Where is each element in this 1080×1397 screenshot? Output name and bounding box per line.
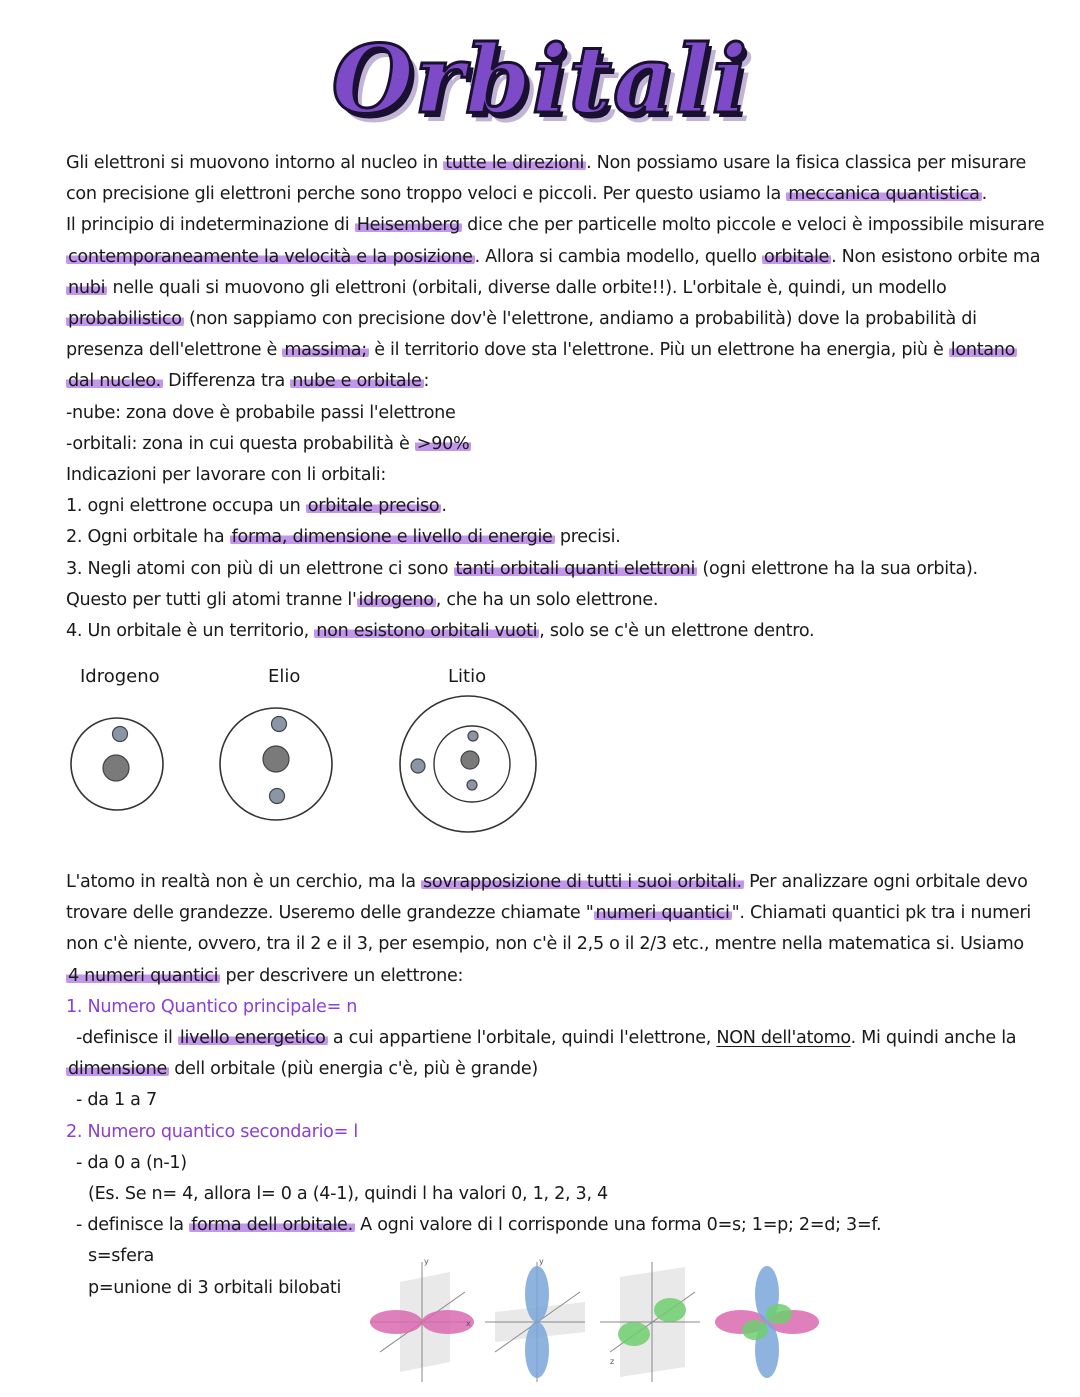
px-orbital (370, 1257, 474, 1382)
py-orbital (485, 1257, 585, 1382)
text-line: - definisce la forma dell orbitale. A ogni valore di l corrisponde una forma 0=s; 1=p; 2=d; 3=f. (76, 1215, 882, 1236)
text-line: - da 1 a 7 (76, 1090, 157, 1111)
text-line: probabilistico (non sappiamo con precisione dov'è l'elettrone, andiamo a probabilità) dove la probabilità di (68, 309, 977, 330)
heading-secondary-number: 2. Numero quantico secondario= l (66, 1121, 358, 1142)
atom-label-helium: Elio (268, 666, 301, 687)
p-orbital-illustrations (360, 1252, 820, 1392)
quantum-numbers-text (66, 867, 1031, 1304)
heading-principal-number: 1. Numero Quantico principale= n (66, 996, 358, 1017)
lithium-atom (400, 696, 536, 832)
text-line: Gli elettroni si muovono intorno al nucleo in tutte le direzioni . Non possiamo usare la fisica classica per misurare (66, 153, 1027, 173)
axis-z-label: z (610, 1357, 615, 1366)
text-line: p=unione di 3 orbitali bilobati (88, 1277, 342, 1298)
text-line: -nube: zona dove è probabile passi l'elettrone (66, 402, 456, 423)
pz-orbital (600, 1262, 700, 1382)
helium-atom (220, 708, 332, 820)
text-line: non c'è niente, ovvero, tra il 2 e il 3, per esempio, non c'è il 2,5 o il 2/3 etc., mentre nella matematica si. Usiamo (66, 934, 1024, 955)
text-line: dal nucleo. Differenza tra nube e orbitale : (68, 371, 430, 392)
list-item: 4. Un orbitale è un territorio, non esistono orbitali vuoti , solo se c'è un elettrone dentro. (66, 621, 815, 642)
hydrogen-atom (71, 718, 163, 810)
list-item: 1. ogni elettrone occupa un orbitale preciso . (66, 496, 447, 517)
atom-label-lithium: Litio (448, 666, 487, 687)
axis-y-label: y (424, 1257, 429, 1266)
atom-label-hydrogen: Idrogeno (80, 666, 160, 687)
text-line: -definisce il livello energetico a cui appartiene l'orbitale, quindi l'elettrone, NON dell'atomo. Mi quindi anche la (76, 1028, 1017, 1049)
text-line: - da 0 a (n-1) (76, 1152, 187, 1173)
text-line: Il principio di indeterminazione di Heisemberg dice che per particelle molto piccole e veloci è impossibile misurare (66, 215, 1045, 236)
axis-y-label: y (539, 1257, 544, 1266)
text-line: L'atomo in realtà non è un cerchio, ma la sovrapposizione di tutti i suoi orbitali. Per analizzare ogni orbitale devo (66, 872, 1028, 892)
text-line: trovare delle grandezze. Useremo delle grandezze chiamate " numeri quantici ". Chiamati quantici pk tra i numeri (66, 903, 1031, 924)
page-title: Orbitali (331, 25, 749, 135)
atom-diagrams (60, 690, 560, 840)
text-line: nubi nelle quali si muovono gli elettroni (orbitali, diverse dalle orbite!!). L'orbitale è, quindi, un modello (68, 277, 947, 298)
text-line: s=sfera (88, 1246, 155, 1267)
text-line: dimensione dell orbitale (più energia c'è, più è grande) (68, 1059, 538, 1080)
intro-text (66, 148, 1045, 647)
text-line: (Es. Se n= 4, allora l= 0 a (4-1), quindi l ha valori 0, 1, 2, 3, 4 (88, 1184, 608, 1205)
list-item: 2. Ogni orbitale ha forma, dimensione e livello di energie precisi. (66, 527, 621, 548)
text-line: presenza dell'elettrone è massima; è il territorio dove sta l'elettrone. Più un elettrone ha energia, più è lontano (66, 340, 1016, 361)
text-line: -orbitali: zona in cui questa probabilità è >90% (66, 433, 470, 454)
combined-p-orbitals (715, 1266, 819, 1378)
list-item: 3. Negli atomi con più di un elettrone ci sono tanti orbitali quanti elettroni (ogni elettrone ha la sua orbita). (66, 558, 978, 579)
text-line: 4 numeri quantici per descrivere un elettrone: (68, 965, 464, 986)
text-line: Indicazioni per lavorare con li orbitali: (66, 465, 386, 486)
list-item: Questo per tutti gli atomi tranne l' idrogeno , che ha un solo elettrone. (66, 589, 659, 610)
text-line: contemporaneamente la velocità e la posizione . Allora si cambia modello, quello orbitale . Non esistono orbite ma (68, 246, 1041, 267)
text-line: con precisione gli elettroni perche sono troppo veloci e piccoli. Per questo usiamo la meccanica quantistica . (66, 184, 987, 205)
axis-x-label: x (466, 1319, 471, 1328)
